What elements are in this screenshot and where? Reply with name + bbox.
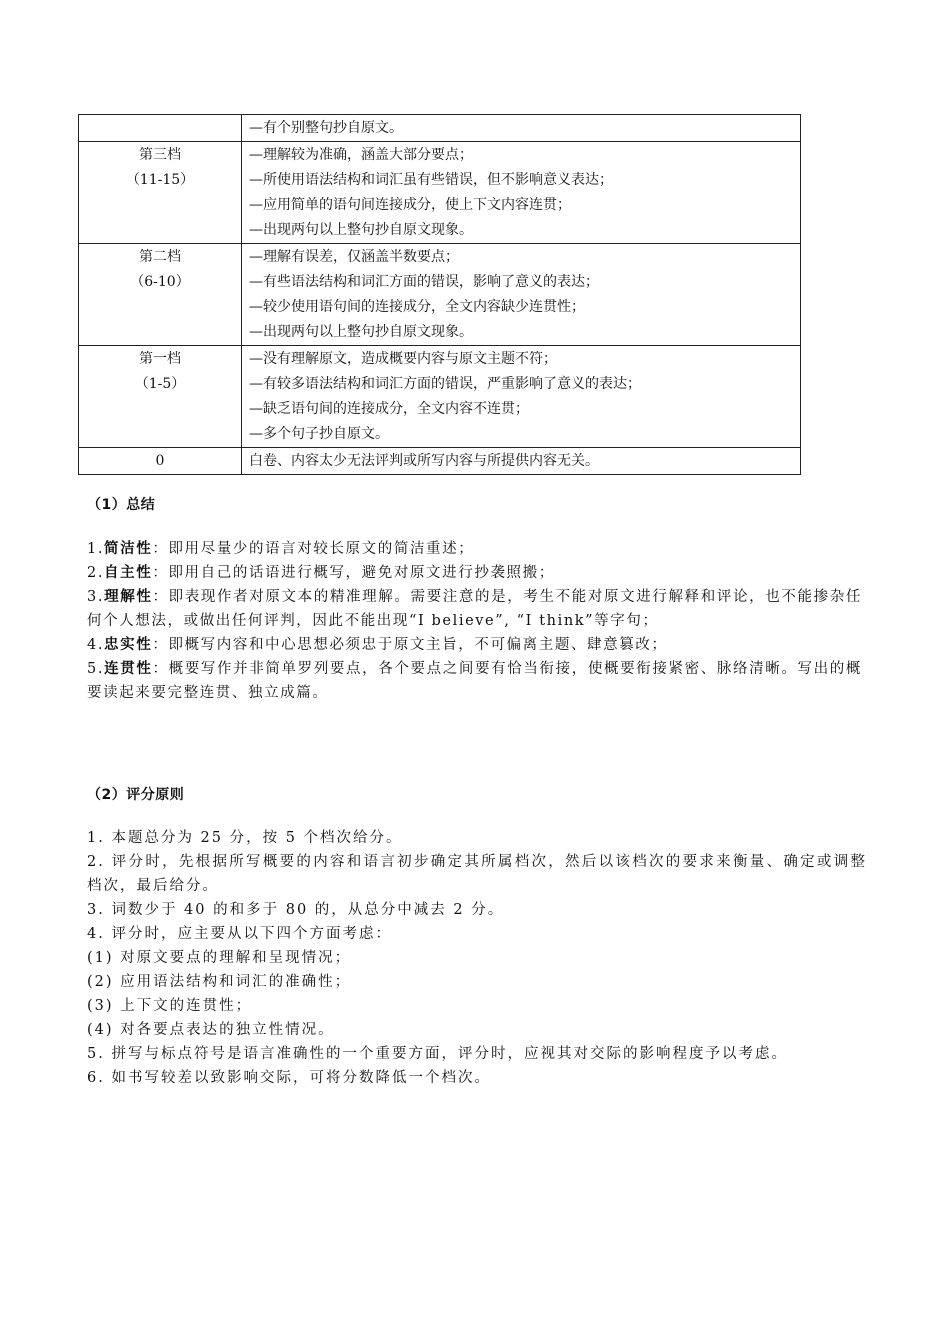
band-level: 第二档	[139, 249, 181, 265]
principle-item: (2) 应用语法结构和词汇的准确性；	[87, 974, 352, 990]
summary-item	[87, 585, 862, 633]
criterion-line: —出现两句以上整句抄自原文现象。	[249, 324, 473, 340]
item-text: ：即用尽量少的语言对较长原文的简洁重述；	[152, 541, 475, 557]
item-text: ：概要写作并非简单罗列要点，各个要点之间要有恰当衔接，使概要衔接紧密、脉络清晰。写出的概要读起来要完整连贯、独立成篇。	[87, 661, 862, 701]
principle-item: 6. 如书写较差以致影响交际，可将分数降低一个档次。	[87, 1070, 491, 1086]
rubric-continuation-row	[79, 115, 801, 142]
item-text: ：即表现作者对原文本的精准理解。需要注意的是，考生不能对原文进行解释和评论，也不能掺杂任何个人想法，或做出任何评判，因此不能出现“I believe”, “I think”等字句；	[87, 589, 862, 629]
principle-item: 4. 评分时，应主要从以下四个方面考虑：	[87, 926, 392, 942]
rubric-table	[78, 114, 801, 475]
item-text: ：即概写内容和中心思想必须忠于原文主旨，不可偏离主题、肆意篡改；	[152, 637, 668, 653]
principle-item: 3. 词数少于 40 的和多于 80 的，从总分中减去 2 分。	[87, 902, 505, 918]
criterion-line: —出现两句以上整句抄自原文现象。	[249, 222, 473, 238]
principles-heading: （2）评分原则	[87, 787, 185, 803]
level-cell	[79, 244, 242, 346]
criterion-line: —理解有误差，仅涵盖半数要点；	[249, 249, 459, 265]
item-term: 简洁性	[104, 541, 153, 557]
criterion-line: —有较多语法结构和词汇方面的错误，严重影响了意义的表达；	[249, 376, 641, 392]
criterion-line: —有个别整句抄自原文。	[249, 120, 403, 136]
criterion-line: —应用简单的语句间连接成分，使上下文内容连贯；	[249, 197, 571, 213]
band-range: （1-5）	[134, 376, 186, 392]
zero-description-cell: 白卷、内容太少无法评判或所写内容与所提供内容无关。	[242, 448, 801, 475]
criteria-cell	[242, 115, 801, 142]
item-number: 1.	[87, 541, 105, 557]
item-number: 5.	[87, 661, 105, 677]
summary-list	[87, 537, 862, 705]
rubric-band-row-1	[79, 346, 801, 448]
principle-item: 1. 本题总分为 25 分，按 5 个档次给分。	[87, 830, 403, 846]
principle-item: (1) 对原文要点的理解和呈现情况；	[87, 950, 352, 966]
level-cell	[79, 142, 242, 244]
criterion-line: —多个句子抄自原文。	[249, 426, 389, 442]
criterion-line: —较少使用语句间的连接成分，全文内容缺少连贯性；	[249, 299, 585, 315]
level-cell	[79, 115, 242, 142]
band-level: 第三档	[139, 147, 181, 163]
item-term: 连贯性	[104, 661, 153, 677]
band-range: （11-15）	[125, 172, 195, 188]
summary-heading: （1）总结	[87, 497, 156, 513]
band-level: 第一档	[139, 351, 181, 367]
rubric-zero-row	[79, 448, 801, 475]
criterion-line: —所使用语法结构和词汇虽有些错误，但不影响意义表达；	[249, 172, 613, 188]
criterion-line: —理解较为准确，涵盖大部分要点；	[249, 147, 473, 163]
summary-item	[87, 657, 862, 705]
summary-item	[87, 537, 862, 561]
item-number: 3.	[87, 589, 105, 605]
criteria-cell	[242, 244, 801, 346]
principle-item: 2. 评分时，先根据所写概要的内容和语言初步确定其所属档次，然后以该档次的要求来衡量、确定或调整档次，最后给分。	[87, 854, 867, 894]
principles-list	[87, 826, 867, 1090]
criterion-line: —缺乏语句间的连接成分，全文内容不连贯；	[249, 401, 529, 417]
principle-item: 5. 拼写与标点符号是语言准确性的一个重要方面，评分时，应视其对交际的影响程度予以考虑。	[87, 1046, 788, 1062]
criterion-line: —有些语法结构和词汇方面的错误，影响了意义的表达；	[249, 274, 599, 290]
item-number: 4.	[87, 637, 105, 653]
criteria-cell	[242, 142, 801, 244]
item-term: 理解性	[104, 589, 153, 605]
item-term: 忠实性	[104, 637, 153, 653]
criterion-line: —没有理解原文，造成概要内容与原文主题不符；	[249, 351, 557, 367]
item-term: 自主性	[104, 565, 153, 581]
item-number: 2.	[87, 565, 105, 581]
zero-score-cell: 0	[79, 448, 242, 475]
rubric-band-row-3	[79, 142, 801, 244]
rubric-band-row-2	[79, 244, 801, 346]
principle-item: (3) 上下文的连贯性；	[87, 998, 253, 1014]
summary-item	[87, 633, 862, 657]
summary-item	[87, 561, 862, 585]
principle-item: (4) 对各要点表达的独立性情况。	[87, 1022, 335, 1038]
band-range: （6-10）	[130, 274, 190, 290]
criteria-cell	[242, 346, 801, 448]
item-text: ：即用自己的话语进行概写，避免对原文进行抄袭照搬；	[152, 565, 555, 581]
level-cell	[79, 346, 242, 448]
